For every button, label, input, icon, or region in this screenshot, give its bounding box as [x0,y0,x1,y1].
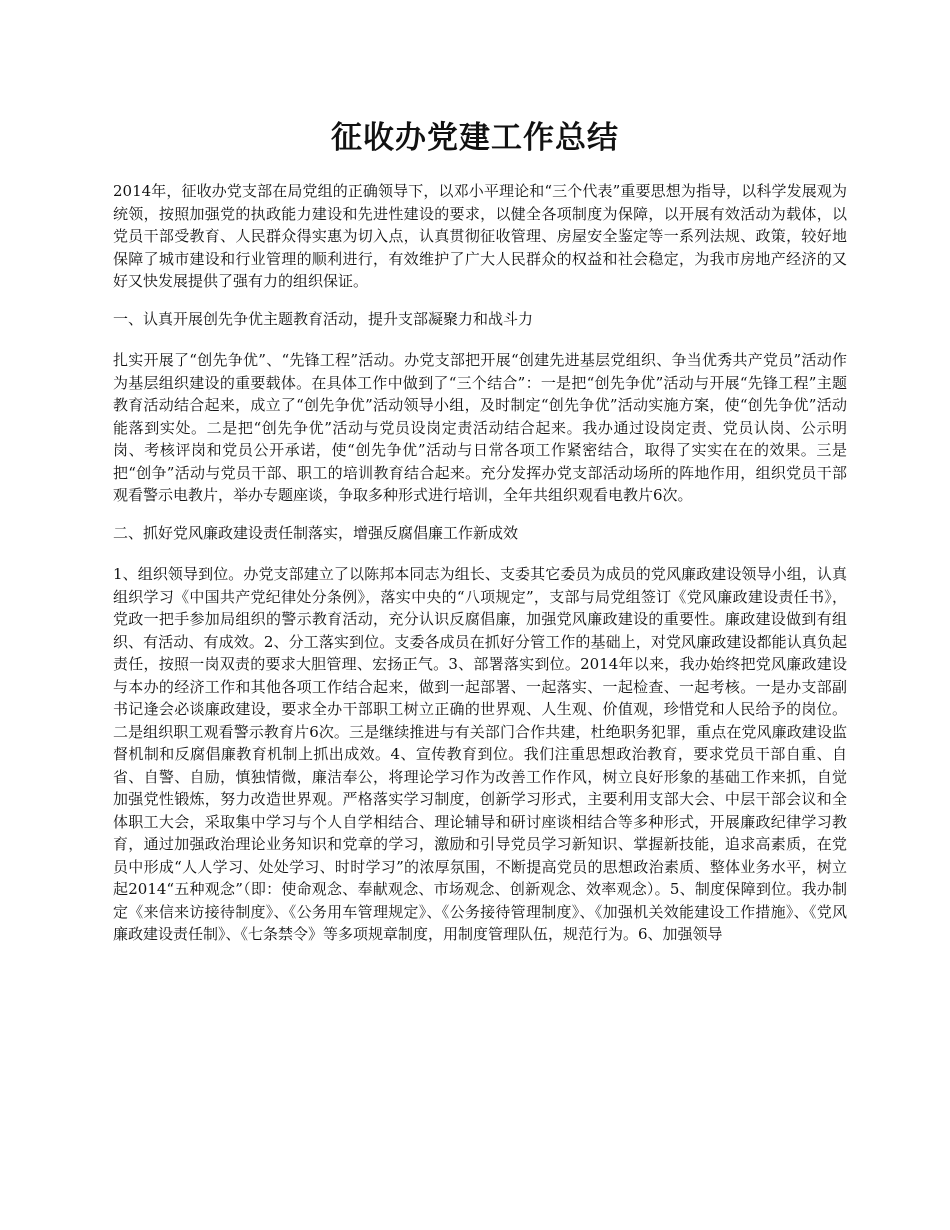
section-heading-2: 二、抓好党风廉政建设责任制落实，增强反腐倡廉工作新成效 [113,523,519,542]
section-2-paragraph: 1、组织领导到位。办党支部建立了以陈邦本同志为组长、支委其它委员为成员的党风廉政建设领导小组，认真组织学习《中国共产党纪律处分条例》，落实中央的“八项规定”，支部与局党组签订《党风廉政建设责任书》，党政一把手参加局组织的警示教育活动，充分认识反腐倡廉，加强党风廉政建设的重要性。廉政建设做到有组织、有活动、有成效。2、分工落实到位。支委各成员在抓好分管工作的基础上，对党风廉政建设都能认真负起责任，按照一岗双责的要求大胆管理、宏扬正气。3、部署落实到位。2014年以来，我办始终把党风廉政建设与本办的经济工作和其他各项工作结合起来，做到一起部署、一起落实、一起检查、一起考核。一是办支部副书记逢会必谈廉政建设，要求全办干部职工树立正确的世界观、人生观、价值观，珍惜党和人民给予的岗位。二是组织职工观看警示教育片6次。三是继续推进与有关部门合作共建，杜绝职务犯罪，重点在党风廉政建设监督机制和反腐倡廉教育机制上抓出成效。4、宣传教育到位。我们注重思想政治教育，要求党员干部自重、自省、自警、自励，慎独情微，廉洁奉公，将理论学习作为改善工作作风，树立良好形象的基础工作来抓，自觉加强党性锻炼，努力改造世界观。严格落实学习制度，创新学习形式，主要利用支部大会、中层干部会议和全体职工大会，采取集中学习与个人自学相结合、理论辅导和研讨座谈相结合等多种形式，开展廉政纪律学习教育，通过加强政治理论业务知识和党章的学习，激励和引导党员学习新知识、掌握新技能，追求高素质，在党员中形成“人人学习、处处学习、时时学习”的浓厚氛围，不断提高党员的思想政治素质、整体业务水平，树立起2014“五种观念”（即：使命观念、奉献观念、市场观念、创新观念、效率观念）。5、制度保障到位。我办制定《来信来访接待制度》、《公务用车管理规定》、《公务接待管理制度》、《加强机关效能建设工作措施》、《党风廉政建设责任制》、《七条禁令》等多项规章制度，用制度管理队伍，规范行为。6、加强领导 [113,565,847,943]
section-1-paragraph: 扎实开展了“创先争优”、“先锋工程”活动。办党支部把开展“创建先进基层党组织、争当优秀共产党员”活动作为基层组织建设的重要载体。在具体工作中做到了“三个结合”：一是把“创先争优”活动与开展“先锋工程”主题教育活动结合起来，成立了“创先争优”活动领导小组，及时制定“创先争优”活动实施方案，使“创先争优”活动能落到实处。二是把“创先争优”活动与党员设岗定责活动结合起来。我办通过设岗定责、党员认岗、公示明岗、考核评岗和党员公开承诺，使“创先争优”活动与日常各项工作紧密结合，取得了实实在在的效果。三是把“创争”活动与党员干部、职工的培训教育结合起来。充分发挥办党支部活动场所的阵地作用，组织党员干部观看警示电教片，举办专题座谈，争取多种形式进行培训，全年共组织观看电教片6次。 [113,351,847,504]
page-title: 征收办党建工作总结 [331,120,619,156]
document-body [113,180,847,961]
section-heading-1: 一、认真开展创先争优主题教育活动，提升支部凝聚力和战斗力 [113,309,534,328]
intro-paragraph: 2014年，征收办党支部在局党组的正确领导下，以邓小平理论和“三个代表”重要思想为指导，以科学发展观为统领，按照加强党的执政能力建设和先进性建设的要求，以健全各项制度为保障，以开展有效活动为载体，以党员干部受教育、人民群众得实惠为切入点，认真贯彻征收管理、房屋安全鉴定等一系列法规、政策，较好地保障了城市建设和行业管理的顺利进行，有效维护了广大人民群众的权益和社会稳定，为我市房地产经济的又好又快发展提供了强有力的组织保证。 [113,182,847,290]
